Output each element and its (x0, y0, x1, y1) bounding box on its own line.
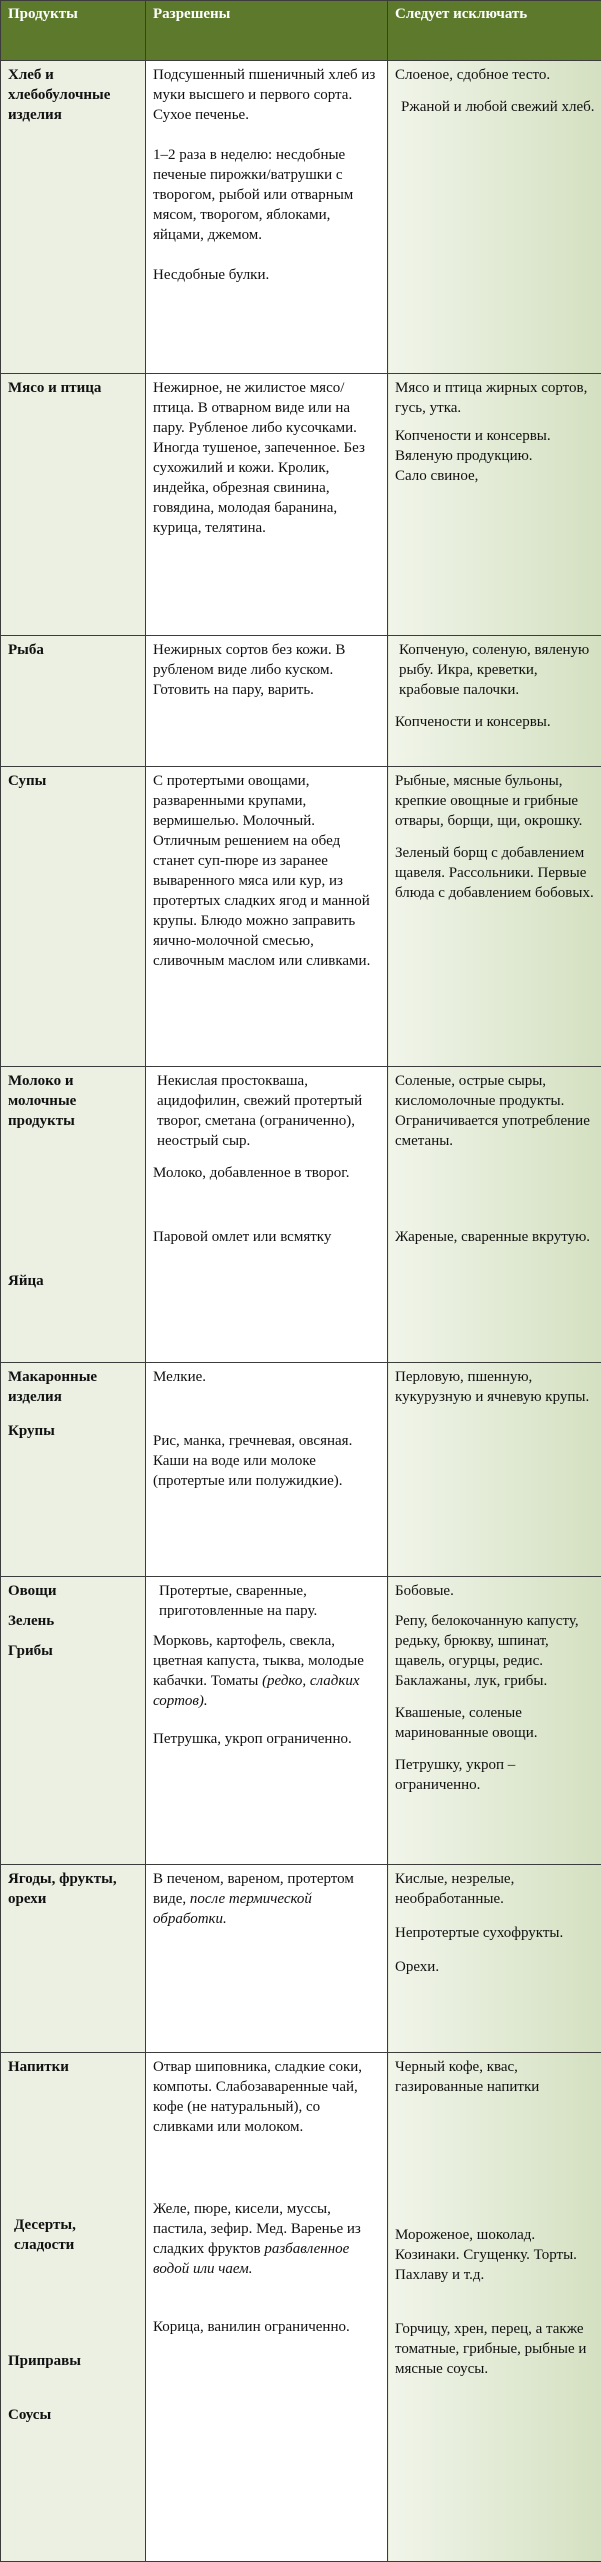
excluded-text: Петрушку, укроп – ограниченно. (395, 1755, 595, 1795)
product-name: Яйца (8, 1271, 139, 1291)
allowed-cell (146, 636, 388, 767)
product-name: Макаронные изделия (8, 1367, 139, 1407)
allowed-text: Подсушенный пшеничный хлеб из муки высшего и первого сорта. Сухое печенье. (153, 65, 381, 125)
product-cell (1, 1363, 146, 1577)
allowed-cell (146, 767, 388, 1067)
product-name: Молоко и молочные продукты (8, 1071, 139, 1131)
product-name: Овощи (8, 1581, 139, 1601)
excluded-text: Зеленый борщ с добавлением щавеля. Рассольники. Первые блюда с добавлением бобовых. (395, 843, 595, 903)
allowed-cell (146, 1067, 388, 1363)
allowed-cell (146, 61, 388, 374)
product-name: Ягоды, фрукты, орехи (8, 1869, 139, 1909)
excluded-text: Копчености и консервы. Вяленую продукцию. (395, 426, 595, 466)
excluded-text: Сало свиное, (395, 466, 595, 486)
allowed-text: Паровой омлет или всмятку (153, 1227, 381, 1247)
allowed-text: Рис, манка, гречневая, овсяная. Каши на воде или молоке (протертые или полужидкие). (153, 1431, 381, 1491)
excluded-text: Ржаной и любой свежий хлеб. (395, 97, 595, 117)
excluded-text: Копченую, соленую, вяленую рыбу. Икра, креветки, крабовые палочки. (395, 640, 595, 700)
excluded-cell (388, 1577, 601, 1865)
allowed-text: 1–2 раза в неделю: несдобные печеные пирожки/ватрушки с творогом, рыбой или отварным мясом, творогом, яблоками, яйцами, джемом. (153, 145, 381, 245)
allowed-text-plain: В печеном, вареном, протертом виде, (153, 1871, 354, 1907)
allowed-cell (146, 1577, 388, 1865)
excluded-cell (388, 636, 601, 767)
table-row (1, 1067, 601, 1363)
allowed-text: Отвар шиповника, сладкие соки, компоты. Слабозаваренные чай, кофе (не натуральный), со сливками или молоком. (153, 2057, 381, 2137)
excluded-cell (388, 2053, 601, 2562)
excluded-text: Слоеное, сдобное тесто. (395, 65, 595, 85)
product-cell (1, 61, 146, 374)
table-row (1, 1363, 601, 1577)
allowed-text: Нежирных сортов без кожи. В рубленом виде либо куском. Готовить на пару, варить. (153, 640, 381, 700)
product-cell (1, 636, 146, 767)
excluded-text: Квашеные, соленые маринованные овощи. (395, 1703, 595, 1743)
header-products: Продукты (1, 1, 146, 61)
allowed-text-italic: (редко, сладких сортов). (153, 1673, 360, 1709)
excluded-cell (388, 374, 601, 636)
excluded-text: Горчицу, хрен, перец, а также томатные, грибные, рыбные и мясные соусы. (395, 2319, 595, 2379)
excluded-text: Кислые, незрелые, необработанные. (395, 1869, 595, 1909)
product-name: Рыба (8, 640, 139, 660)
allowed-text (153, 2199, 381, 2279)
allowed-text-italic: после термической обработки. (153, 1891, 312, 1927)
product-name: Десерты, сладости (8, 2215, 139, 2255)
excluded-cell (388, 61, 601, 374)
product-name: Зелень (8, 1611, 139, 1631)
allowed-text (153, 1631, 381, 1711)
allowed-cell (146, 374, 388, 636)
allowed-text: Несдобные булки. (153, 265, 381, 285)
excluded-text: Черный кофе, квас, газированные напитки (395, 2057, 595, 2097)
table-row (1, 374, 601, 636)
product-name: Мясо и птица (8, 378, 139, 398)
product-name: Соусы (8, 2405, 139, 2425)
product-cell (1, 2053, 146, 2562)
table-row (1, 767, 601, 1067)
allowed-text: Мелкие. (153, 1367, 381, 1387)
allowed-text: Молоко, добавленное в творог. (153, 1163, 381, 1183)
excluded-cell (388, 1363, 601, 1577)
table-row (1, 636, 601, 767)
allowed-text: Протертые, сваренные, приготовленные на пару. (153, 1581, 381, 1621)
product-cell (1, 767, 146, 1067)
product-name: Хлеб и хлебобулочные изделия (8, 65, 139, 125)
table-header-row (1, 1, 601, 61)
product-name: Приправы (8, 2351, 139, 2371)
excluded-text: Копчености и консервы. (395, 712, 595, 732)
allowed-cell (146, 2053, 388, 2562)
allowed-text: Нежирное, не жилистое мясо/птица. В отварном виде или на пару. Рубленое либо кусочками. Иногда тушеное, запеченное. Без сухожилий и кожи. Кролик, индейка, обрезная свинина, говядина, молодая баранина, курица, телятина. (153, 378, 381, 538)
allowed-text: Некислая простокваша, ацидофилин, свежий протертый творог, сметана (ограниченно), неострый сыр. (153, 1071, 381, 1151)
product-cell (1, 1577, 146, 1865)
excluded-cell (388, 767, 601, 1067)
table-row (1, 1865, 601, 2053)
excluded-text: Непротертые сухофрукты. (395, 1923, 595, 1943)
allowed-text-italic: разбавленное водой или чаем. (153, 2241, 349, 2277)
allowed-text-plain: Желе, пюре, кисели, муссы, пастила, зефир. Мед. Варенье из сладких фруктов (153, 2201, 361, 2257)
excluded-cell (388, 1067, 601, 1363)
allowed-text: С протертыми овощами, разваренными крупами, вермишелью. Молочный. Отличным решением на обед станет суп-пюре из заранее вываренного мяса или кур, из протертых сладких ягод и манной крупы. Блюдо можно заправить яично-молочной смесью, сливочным маслом или сливками. (153, 771, 381, 971)
product-name: Напитки (8, 2057, 139, 2077)
allowed-cell (146, 1865, 388, 2053)
product-name: Крупы (8, 1421, 139, 1441)
product-name: Грибы (8, 1641, 139, 1661)
table-row (1, 61, 601, 374)
allowed-cell (146, 1363, 388, 1577)
excluded-text: Рыбные, мясные бульоны, крепкие овощные и грибные отвары, борщи, щи, окрошку. (395, 771, 595, 831)
excluded-text: Мороженое, шоколад. Козинаки. Сгущенку. Торты. Пахлаву и т.д. (395, 2225, 595, 2285)
excluded-text: Соленые, острые сыры, кисломолочные продукты. Ограничивается употребление сметаны. (395, 1071, 595, 1151)
excluded-text: Орехи. (395, 1957, 595, 1977)
allowed-text-plain: Морковь, картофель, свекла, цветная капуста, тыква, молодые кабачки. Томаты (153, 1633, 364, 1689)
excluded-text: Перловую, пшенную, кукурузную и ячневую крупы. (395, 1367, 595, 1407)
header-allowed: Разрешены (146, 1, 388, 61)
allowed-text: Петрушка, укроп ограниченно. (153, 1729, 381, 1749)
excluded-text: Бобовые. (395, 1581, 595, 1601)
table-row (1, 2053, 601, 2562)
allowed-text: Корица, ванилин ограниченно. (153, 2317, 381, 2337)
excluded-cell (388, 1865, 601, 2053)
allowed-text (153, 1869, 381, 1929)
header-excluded: Следует исключать (388, 1, 601, 61)
excluded-text: Жареные, сваренные вкрутую. (395, 1227, 595, 1247)
product-cell (1, 1067, 146, 1363)
excluded-text: Мясо и птица жирных сортов, гусь, утка. (395, 378, 595, 418)
product-name: Супы (8, 771, 139, 791)
excluded-text: Репу, белокочанную капусту, редьку, брюкву, шпинат, щавель, огурцы, редис. Баклажаны, лук, грибы. (395, 1611, 595, 1691)
product-cell (1, 1865, 146, 2053)
table-row (1, 1577, 601, 1865)
product-cell (1, 374, 146, 636)
